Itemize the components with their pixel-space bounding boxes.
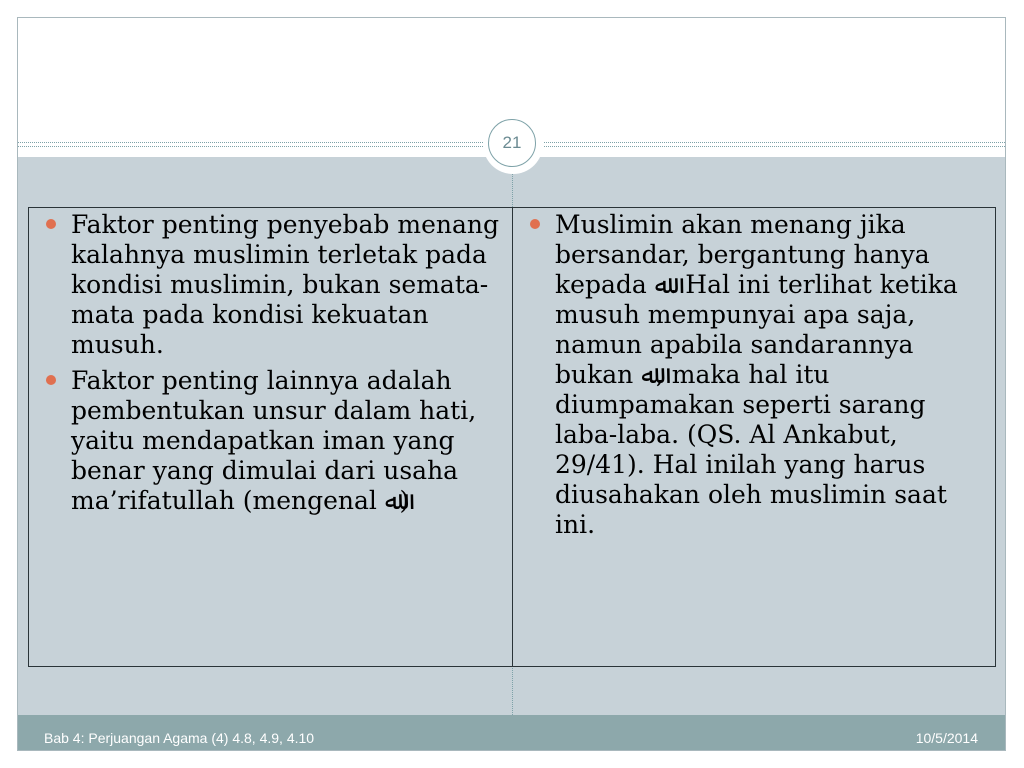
left-column [29,208,513,666]
footer-date: 10/5/2014 [915,730,978,746]
page-number: 21 [502,133,522,152]
bullet-icon [530,219,540,229]
bullet-text: Faktor penting penyebab menang kalahnya muslimin terletak pada kondisi muslimin, bukan semata-mata pada kondisi kekuatan musuh. [71,210,499,359]
right-column [513,208,995,666]
list-item [41,366,502,516]
right-bullet-list [525,210,985,540]
slide [17,17,1006,751]
left-bullet-list [41,210,502,516]
footer-title: Bab 4: Perjuangan Agama (4) 4.8, 4.9, 4.10 [44,730,315,746]
bullet-text: Muslimin akan menang jika bersandar, bergantung hanya kepada ﷲ. Hal ini terlihat ketika musuh mempunyai apa saja, namun apabila sandarannya bukan ﷲ, maka hal itu diumpamakan seperti sarang laba-laba. (QS. Al Ankabut, 29/41). Hal inilah yang harus diusahakan oleh muslimin saat ini. [555,210,958,539]
bullet-icon [46,219,56,229]
divider-line [544,146,1006,147]
divider-line [544,142,1006,143]
divider-line [18,142,483,143]
content-table [28,207,996,667]
bullet-text: Faktor penting lainnya adalah pembentukan unsur dalam hati, yaitu mendapatkan iman yang benar yang dimulai dari usaha ma’rifatullah (mengenal ﷲ) [71,366,477,515]
bullet-icon [46,375,56,385]
divider-line [18,146,483,147]
list-item [525,210,985,540]
list-item [41,210,502,360]
